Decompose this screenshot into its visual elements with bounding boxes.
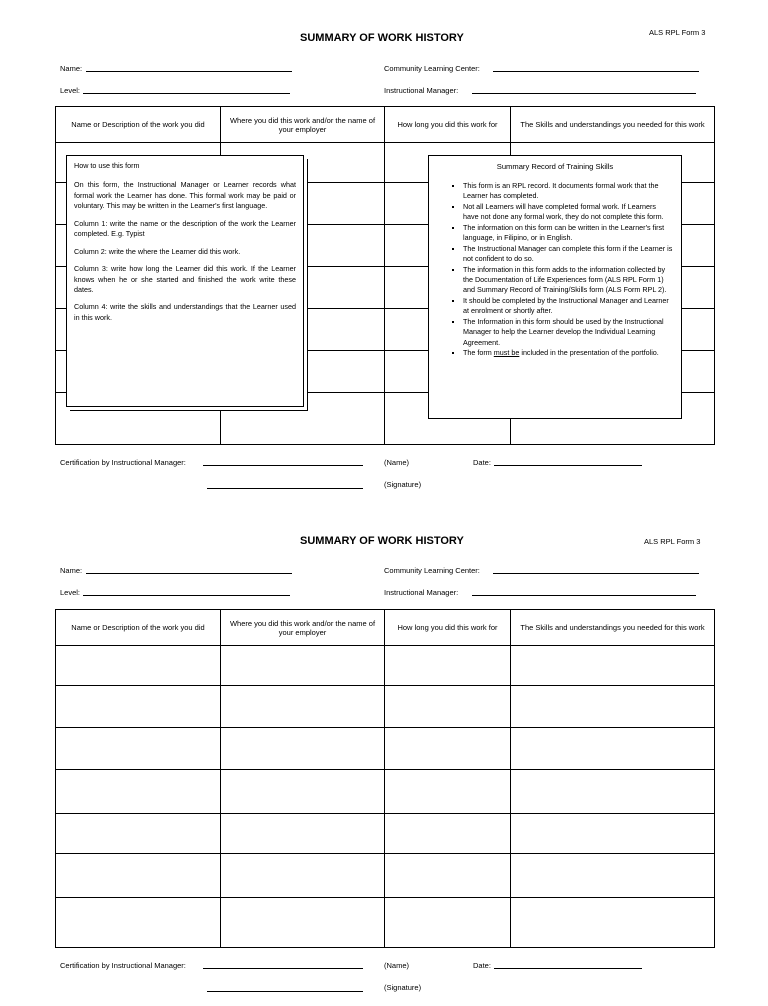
how-to-title: How to use this form xyxy=(74,161,140,170)
table-cell[interactable] xyxy=(511,646,715,686)
column-header: Where you did this work and/or the name of your employer xyxy=(221,610,385,646)
name-label: Name: xyxy=(60,64,83,73)
date-label: Date: xyxy=(473,458,491,467)
level-field-line[interactable] xyxy=(83,595,290,596)
signature-line[interactable] xyxy=(207,991,363,992)
table-cell[interactable] xyxy=(385,686,511,728)
column-header: Name or Description of the work you did xyxy=(56,107,221,143)
table-cell[interactable] xyxy=(511,898,715,948)
how-to-paragraph: Column 1: write the name or the description of the work the Learner completed. E.g. Typist xyxy=(74,218,296,239)
table-row xyxy=(56,770,715,814)
im-label: Instructional Manager: xyxy=(384,86,459,95)
certification-label: Certification by Instructional Manager: xyxy=(60,961,186,970)
table-cell[interactable] xyxy=(56,854,221,898)
summary-record-box xyxy=(428,155,682,419)
summary-bullet-list xyxy=(437,181,673,358)
name-caption: (Name) xyxy=(384,458,410,467)
column-header: How long you did this work for xyxy=(385,107,511,143)
table-cell[interactable] xyxy=(511,814,715,854)
column-header: The Skills and understandings you needed for this work xyxy=(511,107,715,143)
column-header: How long you did this work for xyxy=(385,610,511,646)
column-header: The Skills and understandings you needed for this work xyxy=(511,610,715,646)
table-cell[interactable] xyxy=(56,728,221,770)
name-label: Name: xyxy=(60,566,83,575)
table-cell[interactable] xyxy=(511,686,715,728)
how-to-paragraph: On this form, the Instructional Manager or Learner records what formal work the Learner has done. This formal work may be paid or voluntary. This may be written in the Learner's first language. xyxy=(74,180,296,211)
table-cell[interactable] xyxy=(385,770,511,814)
table-cell[interactable] xyxy=(56,770,221,814)
how-to-use-box xyxy=(66,155,304,407)
summary-bullet: ▪ Not all Learners will have completed formal work. If Learners have not done any formal work, they do not complete this form. xyxy=(463,202,673,223)
level-field-line[interactable] xyxy=(83,93,290,94)
table-cell[interactable] xyxy=(221,898,385,948)
table-cell[interactable] xyxy=(385,728,511,770)
table-cell[interactable] xyxy=(221,854,385,898)
signature-caption: (Signature) xyxy=(384,983,422,992)
table-row xyxy=(56,854,715,898)
table-row xyxy=(56,646,715,686)
im-field-line[interactable] xyxy=(472,93,696,94)
table-cell[interactable] xyxy=(385,898,511,948)
summary-bullet: ▪ The information in this form adds to the information collected by the Documentation of Life Experiences form (ALS RPL Form 1) and Summary Record of Training/Skills form (ALS Form RPL 2). xyxy=(463,265,673,296)
name-caption: (Name) xyxy=(384,961,410,970)
table-cell[interactable] xyxy=(221,770,385,814)
table-cell[interactable] xyxy=(221,686,385,728)
table-cell[interactable] xyxy=(385,854,511,898)
table-header-row xyxy=(56,107,715,143)
summary-record-title: Summary Record of Training Skills xyxy=(496,162,614,171)
signature-line[interactable] xyxy=(207,488,363,489)
table-cell[interactable] xyxy=(511,728,715,770)
summary-bullet: ▪ This form is an RPL record. It documents formal work that the Learner has completed. xyxy=(463,181,673,202)
summary-bullet: ▪ The Information in this form should be used by the Instructional Manager to help the Learner develop the Individual Learning Agreement. xyxy=(463,317,673,348)
table-cell[interactable] xyxy=(221,728,385,770)
form-id: ALS RPL Form 3 xyxy=(649,28,706,37)
clc-label: Community Learning Center: xyxy=(384,566,480,575)
table-cell[interactable] xyxy=(221,646,385,686)
table-cell[interactable] xyxy=(385,646,511,686)
certification-label: Certification by Instructional Manager: xyxy=(60,458,186,467)
table-cell[interactable] xyxy=(56,646,221,686)
summary-bullet: ▪ It should be completed by the Instructional Manager and Learner at enrolment or shortly after. xyxy=(463,296,673,317)
clc-field-line[interactable] xyxy=(493,71,699,72)
table-cell[interactable] xyxy=(56,898,221,948)
certification-name-line[interactable] xyxy=(203,465,363,466)
im-label: Instructional Manager: xyxy=(384,588,459,597)
certification-name-line[interactable] xyxy=(203,968,363,969)
summary-bullet: ▪ The Instructional Manager can complete this form if the Learner is not confident to do so. xyxy=(463,244,673,265)
table-cell[interactable] xyxy=(511,770,715,814)
form-title: SUMMARY OF WORK HISTORY xyxy=(300,535,464,547)
table-row xyxy=(56,814,715,854)
form-id: ALS RPL Form 3 xyxy=(644,537,701,546)
table-row xyxy=(56,686,715,728)
table-cell[interactable] xyxy=(511,854,715,898)
table-cell[interactable] xyxy=(385,814,511,854)
table-row xyxy=(56,898,715,948)
how-to-paragraph: Column 2: write the where the Learner did this work. xyxy=(74,246,241,256)
summary-bullet xyxy=(463,348,673,358)
table-cell[interactable] xyxy=(56,686,221,728)
bullet-text: included in the presentation of the portfolio. xyxy=(519,348,659,357)
summary-bullet: ▪ The information on this form can be written in the Learner's first language, in Filipino, or in English. xyxy=(463,223,673,244)
clc-label: Community Learning Center: xyxy=(384,64,480,73)
signature-caption: (Signature) xyxy=(384,480,422,489)
date-field-line[interactable] xyxy=(494,968,642,969)
column-header: Name or Description of the work you did xyxy=(56,610,221,646)
clc-field-line[interactable] xyxy=(493,573,699,574)
table-cell[interactable] xyxy=(56,814,221,854)
bullet-text: The form xyxy=(463,348,494,357)
how-to-paragraph: Column 4: write the skills and understandings that the Learner used in this work. xyxy=(74,302,296,322)
bullet-underlined-text: must be xyxy=(493,348,520,357)
name-field-line[interactable] xyxy=(86,71,292,72)
date-label: Date: xyxy=(473,961,491,970)
date-field-line[interactable] xyxy=(494,465,642,466)
table-header-row xyxy=(56,610,715,646)
table-row xyxy=(56,728,715,770)
name-field-line[interactable] xyxy=(86,573,292,574)
im-field-line[interactable] xyxy=(472,595,696,596)
level-label: Level: xyxy=(60,588,81,597)
work-history-table xyxy=(55,609,715,948)
form-title: SUMMARY OF WORK HISTORY xyxy=(300,32,464,44)
level-label: Level: xyxy=(60,86,81,95)
how-to-paragraph: Column 3: write how long the Learner did this work. If the Learner knows when he or she started and finished the work write these dates. xyxy=(74,264,296,294)
column-header: Where you did this work and/or the name of your employer xyxy=(221,107,385,143)
table-cell[interactable] xyxy=(221,814,385,854)
